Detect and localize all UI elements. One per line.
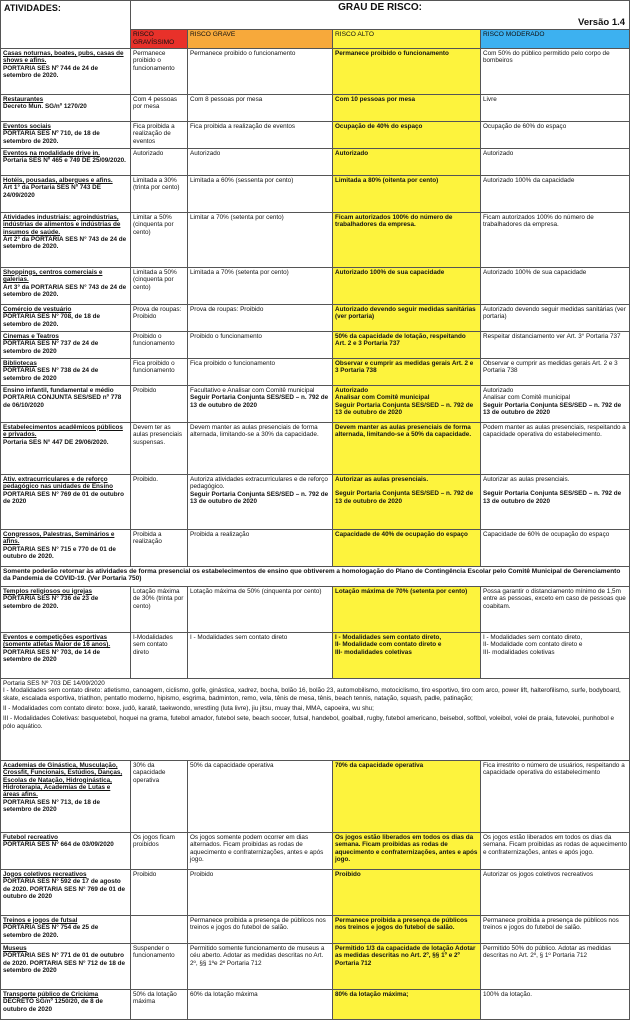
gravissimo-cell: Autorizado — [131, 148, 188, 175]
alto-text: Analisar com Comitê municipal — [335, 394, 430, 402]
activity-cell — [1, 760, 131, 832]
moderado-text: Autorizado — [483, 386, 514, 394]
activity-name: Comércio de vestuário — [3, 305, 72, 313]
moderado-text: III- modalidades coletivas — [483, 648, 555, 656]
table-row — [1, 48, 630, 94]
alto-text: III- modalidades coletivas — [335, 648, 412, 656]
moderado-cell: Fica irrestrito o número de usuários, respeitando a capacidade operativa do estabelecimento — [481, 760, 630, 832]
activity-name: Casas noturnas, boates, pubs, casas de shows e afins. — [3, 49, 124, 65]
alto-cell: Autorizado 100% de sua capacidade — [333, 267, 481, 304]
gravissimo-cell: Proibido. — [131, 474, 188, 529]
moderado-cell: Ocupação de 60% do espaço — [481, 121, 630, 148]
moderado-cell: Autorizar os jogos coletivos recreativos — [481, 869, 630, 915]
grave-cell: Prova de roupas: Proibido — [188, 304, 333, 331]
gravissimo-cell: Proibido o funcionamento — [131, 331, 188, 358]
moderado-cell: Autorizado devendo seguir medidas sanitárias (ver portaria) — [481, 304, 630, 331]
alto-cell: Com 10 pessoas por mesa — [333, 94, 481, 121]
gravissimo-cell: 30% da capacidade operativa — [131, 760, 188, 832]
grave-cell: Fica proibido o funcionamento — [188, 358, 333, 385]
activity-name: Eventos e competições esportivas (somente atletas Maior de 16 anos). — [3, 633, 111, 649]
activity-name: Bibliotecas — [3, 359, 37, 367]
atividades-header: ATIVIDADES: — [1, 1, 131, 49]
grave-text: Autoriza atividades extracurriculares e de reforço pedagógico. — [190, 475, 328, 491]
activity-portaria: PORTARIA SES N° 736 de 23 de setembro de 2020. — [3, 595, 99, 610]
portaria-703-p2: II - Modalidades com contato direto: boxe, judô, karatê, taekwondo, wrestling (luta livre), jiu jitsu, muay thai, MMA, capoeira, wu shu; — [3, 704, 374, 712]
grave-cell — [188, 474, 333, 529]
moderado-cell: Autorizado 100% de sua capacidade — [481, 267, 630, 304]
moderado-text: I - Modalidades sem contato direto, — [483, 633, 583, 641]
activity-portaria: PORTARIA SES N° 737 de 24 de setembro de 2020 — [3, 340, 99, 355]
gravissimo-cell: Prova de roupas: Proibido — [131, 304, 188, 331]
alto-text: Autorizar as aulas presenciais. — [335, 475, 429, 483]
table-row — [1, 943, 630, 989]
grave-cell: Proibido o funcionamento — [188, 331, 333, 358]
grave-cell: Proibida a realização — [188, 529, 333, 566]
moderado-cell: Capacidade de 60% de ocupação do espaço — [481, 529, 630, 566]
alto-cell: Permanece proibida a presença de públicos nos treinos e jogos do futebol de salão. — [333, 915, 481, 943]
moderado-cell: Com 50% do público permitido pelo corpo de bombeiros — [481, 48, 630, 94]
gravissimo-cell: Limitar a 50% (cinquenta por cento) — [131, 212, 188, 267]
gravissimo-cell: Permanece proibido o funcionamento — [131, 48, 188, 94]
table-row — [1, 989, 630, 1019]
activity-portaria: Art 1° da Portaria SES Nº 743 DE 24/09/2020 — [3, 184, 101, 199]
table-row — [1, 148, 630, 175]
gravissimo-cell: Fica proibido o funcionamento — [131, 358, 188, 385]
moderado-cell: Possa garantir o distanciamento mínimo de 1,5m entre as pessoas, exceto em caso de pessoas que coabitam. — [481, 586, 630, 632]
activity-portaria: Portaria SES Nº 465 e 749 DE 25/09/2020. — [3, 157, 126, 165]
table-row — [1, 358, 630, 385]
alto-portaria: Seguir Portaria Conjunta SES/SED – n. 792 de 13 de outubro de 2020 — [335, 401, 474, 416]
activity-portaria: PORTARIA SES N° 771 de 01 de outubro de 2020. PORTARIA SES N° 712 de 18 de setembro de 2020 — [3, 952, 126, 974]
activity-portaria: PORTARIA SES N° 592 de 17 de agosto de 2020. PORTARIA SES N° 769 de 01 de outubro de 2020 — [3, 878, 126, 900]
moderado-cell — [481, 632, 630, 678]
gravissimo-cell: Com 4 pessoas por mesa — [131, 94, 188, 121]
alto-cell: Autorizado devendo seguir medidas sanitárias (ver portaria) — [333, 304, 481, 331]
grave-cell: Autorizado — [188, 148, 333, 175]
table-row — [1, 586, 630, 632]
alto-cell — [333, 385, 481, 422]
alto-cell: Os jogos estão liberados em todos os dias da semana. Ficam proibidas as rodas de aquecimento e confraternizações, antes e após jogo. — [333, 832, 481, 869]
version-label: Versão 1.4 — [578, 16, 626, 28]
activity-name: Academias de Ginástica, Musculação, Crossfit, Funcionais, Estúdios, Danças, Escolas de Natação, Hidroginástica, Hidroterapia, Academias de Lutas e áreas afins. — [3, 761, 123, 799]
table-row — [1, 121, 630, 148]
grave-cell: Devem manter as aulas presenciais de forma alternada, limitando-se a 30% da capacidade. — [188, 422, 333, 474]
activity-name: Museus — [3, 944, 27, 952]
activity-portaria: DECRETO SG/nº 1250/20, de 8 de outubro de 2020 — [3, 998, 103, 1013]
table-row — [1, 331, 630, 358]
activity-cell — [1, 48, 131, 94]
alto-cell: Ocupação de 40% do espaço — [333, 121, 481, 148]
activity-name: Futebol recreativo — [3, 833, 58, 841]
gravissimo-cell: Fica proibida a realização de eventos — [131, 121, 188, 148]
activity-cell: Ensino infantil, fundamental e médio PORTARIA CONJUNTA SES/SED nº 778 de 06/10/2020 — [1, 385, 131, 422]
activity-cell — [1, 212, 131, 267]
alto-cell: 50% da capacidade de lotação, respeitando Art. 2 e 3 Portaria 737 — [333, 331, 481, 358]
activity-cell — [1, 529, 131, 566]
activity-name: Atividades industriais: agroindústrias, indústrias de alimentos e indústrias de insumos de saúde. — [3, 213, 121, 236]
note-row — [1, 566, 630, 586]
activity-cell — [1, 331, 131, 358]
alto-cell: Observar e cumprir as medidas gerais Art. 2 e 3 Portaria 738 — [333, 358, 481, 385]
table-row — [1, 175, 630, 212]
activity-name: Estabelecimentos acadêmicos públicos e privados. — [3, 423, 123, 439]
table-row — [1, 869, 630, 915]
activity-portaria: PORTARIA SES N° 738 de 24 de setembro de 2020 — [3, 367, 99, 382]
table-row — [1, 385, 630, 422]
activity-portaria: Portaria SES N° 447 DE 29/06/2020. — [3, 438, 109, 446]
risk-grave-header: RISCO GRAVE — [188, 30, 333, 49]
alto-cell: Limitada a 80% (oitenta por cento) — [333, 175, 481, 212]
moderado-text: Analisar com Comitê municipal — [483, 394, 571, 402]
portaria-703-title: Portaria SES Nº 703 DE 14/09/2020 — [3, 679, 105, 687]
grave-cell: Permanece proibida a presença de públicos nos treinos e jogos do futebol de salão. — [188, 915, 333, 943]
gravissimo-cell: Suspender o funcionamento — [131, 943, 188, 989]
activity-name: Ativ. extracurriculares e de reforço pedagógico nas unidades de Ensino — [3, 475, 113, 491]
grave-cell: Limitar a 70% (setenta por cento) — [188, 212, 333, 267]
alto-cell: Permanece proibido o funcionamento — [333, 48, 481, 94]
gravissimo-cell: Devem ter as aulas presenciais suspensas. — [131, 422, 188, 474]
grave-cell: Proibido — [188, 869, 333, 915]
activity-portaria: PORTARIA SES N° 754 de 25 de setembro de 2020. — [3, 924, 99, 939]
moderado-cell: 100% da lotação. — [481, 989, 630, 1019]
risk-gravissimo-header: RISCO GRAVÍSSIMO — [131, 30, 188, 49]
grave-cell: Limitada a 60% (sessenta por cento) — [188, 175, 333, 212]
grave-cell: Os jogos somente podem ocorrer em dias alternados. Ficam proibidas as rodas de aquecimento e confraternizações, antes e após jogo. — [188, 832, 333, 869]
activity-cell — [1, 869, 131, 915]
moderado-cell: Permitido 50% do público. Adotar as medidas descritas no Art. 2º, § 1º Portaria 712 — [481, 943, 630, 989]
table-row — [1, 832, 630, 869]
moderado-cell: Autorizado 100% da capacidade — [481, 175, 630, 212]
moderado-text: II- Modalidade com contato direto e — [483, 641, 583, 649]
activity-portaria: PORTARIA SES Nº 710, de 18 de setembro de 2020. — [3, 130, 100, 145]
grave-cell: Limitada a 70% (setenta por cento) — [188, 267, 333, 304]
gravissimo-cell: Os jogos ficam proibidos — [131, 832, 188, 869]
gravissimo-cell: I-Modalidades sem contato direto — [131, 632, 188, 678]
activity-cell — [1, 358, 131, 385]
activity-cell — [1, 94, 131, 121]
table-row — [1, 760, 630, 832]
gravissimo-cell: Limitada a 50% (cinquenta por cento) — [131, 267, 188, 304]
activity-portaria: PORTARIA SES N° 769 de 01 de outubro de 2020 — [3, 490, 124, 505]
portaria-703-p3: III - Modalidades Coletivas: basquetebol, hoquei na grama, futebol amador, futebol sete, beach soccer, futsal, handebol, goalball, rugby, futebol americano, beisebol, softbol, voleibol, volei de praia, futevolei, punhobol e pólo aquático. — [3, 715, 615, 730]
activity-cell — [1, 586, 131, 632]
grave-portaria: Seguir Portaria Conjunta SES/SED – n. 792 de 13 de outubro de 2020 — [190, 490, 329, 505]
activity-name: Transporte público de Criciúma — [3, 990, 99, 998]
alto-cell: Capacidade de 40% de ocupação do espaço — [333, 529, 481, 566]
activity-cell — [1, 474, 131, 529]
activity-name: Jogos coletivos recreativos — [3, 870, 87, 878]
grave-cell: 50% da capacidade operativa — [188, 760, 333, 832]
activity-name: Treinos e jogos de futsal — [3, 916, 78, 924]
gravissimo-cell: Proibido — [131, 385, 188, 422]
alto-text: II- Modalidade com contato direto e — [335, 641, 442, 649]
moderado-cell: Livre — [481, 94, 630, 121]
alto-portaria: Seguir Portaria Conjunta SES/SED – n. 792 de 13 de outubro de 2020 — [335, 490, 474, 505]
activity-portaria: PORTARIA SES N° 713, de 18 de setembro de 2020 — [3, 798, 101, 814]
moderado-cell: Respeitar distanciamento ver Art. 3° Portaria 737 — [481, 331, 630, 358]
table-row — [1, 529, 630, 566]
activity-portaria: Art 3° da PORTARIA SES N° 743 de 24 de setembro de 2020. — [3, 283, 127, 298]
alto-cell: Devem manter as aulas presenciais de forma alternada, limitando-se a 50% da capacidade. — [333, 422, 481, 474]
activity-portaria: PORTARIA SES N° 664 de 03/09/2020 — [3, 841, 114, 849]
risk-alto-header: RISCO ALTO — [333, 30, 481, 49]
moderado-cell — [481, 385, 630, 422]
activity-cell — [1, 915, 131, 943]
moderado-cell: Observar e cumprir as medidas gerais Art. 2 e 3 Portaria 738 — [481, 358, 630, 385]
activity-name: Eventos na modalidade drive in. — [3, 149, 100, 157]
alto-text: I - Modalidades sem contato direto, — [335, 633, 442, 641]
grave-text: Facultativo e Analisar com Comitê municipal — [190, 386, 315, 394]
moderado-cell: Ficam autorizados 100% do número de trabalhadores da empresa. — [481, 212, 630, 267]
gravissimo-cell: Lotação máxima de 30% (trinta por cento) — [131, 586, 188, 632]
moderado-portaria: Seguir Portaria Conjunta SES/SED – n. 792 de 13 de outubro de 2020 — [483, 490, 622, 505]
activity-cell — [1, 121, 131, 148]
activity-name: Cinemas e Teatros — [3, 332, 59, 340]
activity-name: Congressos, Palestras, Seminários e afins. — [3, 530, 115, 546]
table-row — [1, 212, 630, 267]
activity-cell — [1, 267, 131, 304]
risk-moderado-header: RISCO MODERADO — [481, 30, 630, 49]
alto-cell — [333, 474, 481, 529]
activity-cell — [1, 175, 131, 212]
activity-portaria: PORTARIA SES N° 703, de 14 de setembro de 2020 — [3, 648, 101, 663]
portaria-703-row — [1, 678, 630, 760]
alto-cell: 80% da lotação máxima; — [333, 989, 481, 1019]
moderado-cell: Permanece proibida a presença de públicos nos treinos e jogos do futebol de salão. — [481, 915, 630, 943]
grave-cell: Fica proibida a realização de eventos — [188, 121, 333, 148]
moderado-cell: Podem manter as aulas presenciais, respeitando a capacidade operativa do estabelecimento. — [481, 422, 630, 474]
moderado-cell — [481, 474, 630, 529]
grave-cell: Permitido somente funcionamento de museus a céu aberto. Adotar as medidas descritas no Art. 2º, §§ 1ºe 2º Portaria 712 — [188, 943, 333, 989]
grau-de-risco-header — [131, 1, 630, 30]
activity-portaria: PORTARIA SES N° 715 e 770 de 01 de outubro de 2020. — [3, 545, 116, 560]
moderado-portaria: Seguir Portaria Conjunta SES/SED – n. 792 de 13 de outubro de 2020 — [483, 401, 622, 416]
activity-cell — [1, 832, 131, 869]
alto-cell — [333, 632, 481, 678]
activity-name: Templos religiosos ou igrejas — [3, 587, 93, 595]
activity-cell — [1, 148, 131, 175]
table-row — [1, 267, 630, 304]
grave-cell — [188, 385, 333, 422]
alto-cell: Ficam autorizados 100% do número de trabalhadores da empresa. — [333, 212, 481, 267]
alto-cell: 70% da capacidade operativa — [333, 760, 481, 832]
gravissimo-cell: Limitada a 30% (trinta por cento) — [131, 175, 188, 212]
activity-portaria: PORTARIA SES N° 708, de 18 de setembro de 2020. — [3, 313, 101, 328]
gravissimo-cell — [131, 915, 188, 943]
portaria-703-p1: I - Modalidades sem contato direto: atletismo, canoagem, ciclismo, golfe, ginástica, xadrez, bocha, bolão 16, bolão 23, automobilismo, motociclismo, tiro esportivo, tiro com arco, power lift, halterofilismo, surfe, bodyboard, skate, escalada esportiva, triatlhon, pentatlo moderno, hipismo, esgrima, badminton, remo, vela, tênis de mesa, tênis, beach tennis, natação, squash, padle, patinação; — [3, 687, 621, 702]
activity-portaria: Art 2° da PORTARIA SES N° 743 de 24 de setembro de 2020. — [3, 235, 127, 251]
gravissimo-cell: Proibida a realização — [131, 529, 188, 566]
grave-cell: Lotação máxima de 50% (cinquenta por cento) — [188, 586, 333, 632]
alto-text: Autorizado — [335, 386, 369, 394]
table-header-row — [1, 1, 630, 30]
moderado-cell: Os jogos estão liberados em todos os dias da semana. Ficam proibidas as rodas de aquecimento e confraternizações, antes e após jogo. — [481, 832, 630, 869]
activity-name: Restaurantes — [3, 95, 44, 103]
grave-cell: Com 8 pessoas por mesa — [188, 94, 333, 121]
grave-portaria: Seguir Portaria Conjunta SES/SED – n. 792 de 13 de outubro de 2020 — [190, 394, 329, 409]
table-row — [1, 422, 630, 474]
activity-cell — [1, 304, 131, 331]
activity-portaria: PORTARIA SES Nº 744 de 24 de setembro de 2020. — [3, 64, 99, 79]
table-row — [1, 474, 630, 529]
alto-cell: Proibido — [333, 869, 481, 915]
grave-cell: I - Modalidades sem contato direto — [188, 632, 333, 678]
activity-cell — [1, 943, 131, 989]
moderado-cell: Autorizado — [481, 148, 630, 175]
alto-cell: Autorizado — [333, 148, 481, 175]
grave-cell: 60% da lotação máxima — [188, 989, 333, 1019]
grave-cell: Permanece proibido o funcionamento — [188, 48, 333, 94]
table-row — [1, 915, 630, 943]
activity-cell — [1, 632, 131, 678]
ensino-note: Somente poderão retornar às atividades de forma presencial os estabelecimentos de ensino que obtiverem a homologação do Plano de Contingência Escolar pelo Comitê Municipal de Gerenciamento da Pandemia de COVID-19. (Ver Portaria 750) — [1, 566, 630, 586]
portaria-703-note — [1, 678, 630, 760]
activity-portaria: Decreto Mun. SG/nº 1270/20 — [3, 103, 87, 111]
moderado-text: Autorizar as aulas presenciais. — [483, 475, 570, 483]
grau-title: GRAU DE RISCO: — [338, 2, 422, 13]
gravissimo-cell: Proibido — [131, 869, 188, 915]
activity-name: Eventos sociais — [3, 122, 51, 130]
activity-name: Hotéis, pousadas, albergues e afins. — [3, 176, 113, 184]
alto-cell: Permitido 1/3 da capacidade de lotação Adotar as medidas descritas no Art. 2º, §§ 1º e 2º Portaria 712 — [333, 943, 481, 989]
alto-cell: Lotação máxima de 70% (setenta por cento) — [333, 586, 481, 632]
gravissimo-cell: 50% da lotação máxima — [131, 989, 188, 1019]
table-row — [1, 94, 630, 121]
activity-name: Shoppings, centros comerciais e galerias. — [3, 268, 103, 284]
activity-cell — [1, 422, 131, 474]
activity-cell — [1, 989, 131, 1019]
table-row — [1, 304, 630, 331]
table-row — [1, 632, 630, 678]
